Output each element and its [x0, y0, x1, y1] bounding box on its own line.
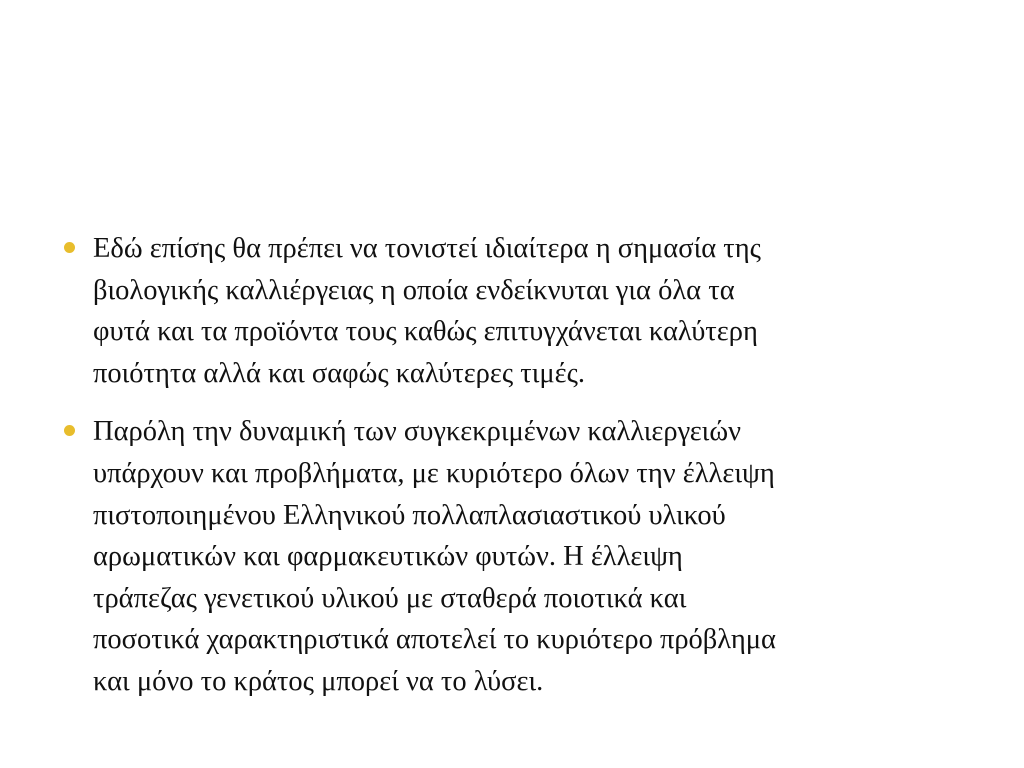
- bullet-item-2: [62, 411, 967, 702]
- bullet-1-line-3: φυτά και τα προϊόντα τους καθώς επιτυγχάνεται καλύτερη: [93, 316, 758, 348]
- bullet-2-line-2: υπάρχουν και προβλήματα, με κυριότερο όλων την έλλειψη: [93, 457, 775, 489]
- bullet-dot-icon: [64, 242, 75, 253]
- bullet-item-1: [62, 228, 967, 394]
- bullet-1-line-2: βιολογικής καλλιέργειας η οποία ενδείκνυται για όλα τα: [93, 274, 735, 306]
- bullet-dot-icon: [64, 425, 75, 436]
- bullet-1-line-4: ποιότητα αλλά και σαφώς καλύτερες τιμές.: [93, 357, 586, 389]
- bullet-2-line-7: και μόνο το κράτος μπορεί να το λύσει.: [93, 665, 544, 697]
- bullet-2-line-5: τράπεζας γενετικού υλικού με σταθερά ποιοτικά και: [93, 582, 687, 614]
- bullet-2-line-3: πιστοποιημένου Ελληνικού πολλαπλασιαστικού υλικού: [93, 499, 726, 531]
- slide-body: [62, 228, 967, 720]
- bullet-2-line-1: Παρόλη την δυναμική των συγκεκριμένων καλλιεργειών: [93, 416, 741, 448]
- bullet-2-line-6: ποσοτικά χαρακτηριστικά αποτελεί το κυριότερο πρόβλημα: [93, 624, 776, 656]
- bullet-1-line-1: Εδώ επίσης θα πρέπει να τονιστεί ιδιαίτερα η σημασία της: [93, 233, 761, 264]
- bullet-2-line-4: αρωματικών και φαρμακευτικών φυτών. Η έλλειψη: [93, 541, 683, 573]
